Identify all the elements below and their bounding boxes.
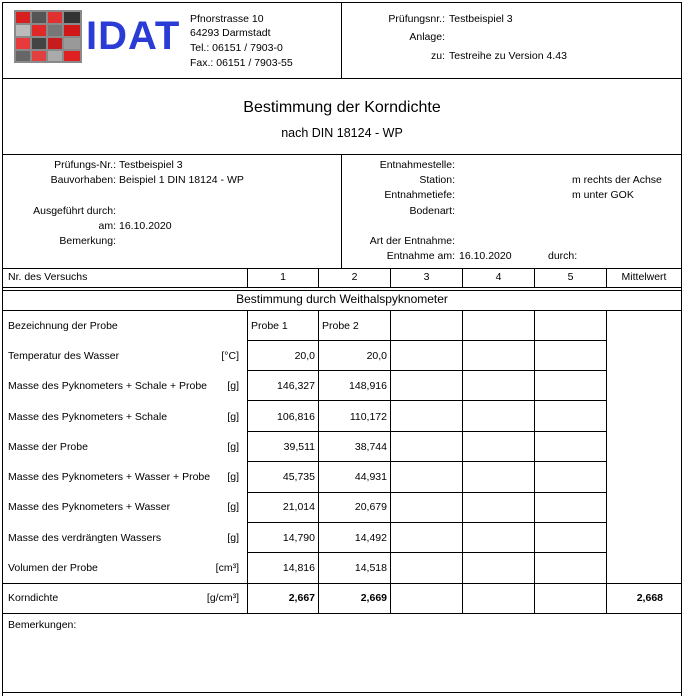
cell-v1: 106,816 [277, 411, 315, 423]
row-unit: [cm³] [215, 562, 239, 574]
anlage-label: Anlage: [409, 31, 445, 43]
logo-text: IDAT [86, 14, 181, 58]
row-label: Temperatur des Wasser [8, 350, 120, 362]
cell-v2: 148,916 [349, 380, 387, 392]
station-unit: m rechts der Achse [572, 174, 662, 186]
entnahmetiefe-unit: m unter GOK [572, 189, 634, 201]
bauvorhaben-value: Beispiel 1 DIN 18124 - WP [119, 174, 244, 186]
pruefungs-nr-value: Testbeispiel 3 [119, 159, 183, 171]
versuch-nr-label: Nr. des Versuchs [8, 271, 88, 283]
art-label: Art der Entnahme: [369, 235, 455, 247]
cell-v2: 38,744 [354, 441, 387, 453]
cell-v1: 146,327 [277, 380, 315, 392]
address-city: 64293 Darmstadt [190, 27, 271, 39]
pruefungsnr-label: Prüfungsnr.: [388, 13, 445, 25]
entnahme-am-label: Entnahme am: [386, 250, 455, 262]
bodenart-label: Bodenart: [409, 205, 455, 217]
cell-v1: 2,667 [288, 592, 315, 604]
page-subtitle: nach DIN 18124 - WP [281, 126, 403, 140]
cell-v2: 44,931 [354, 471, 387, 483]
pruefungs-nr-label: Prüfungs-Nr.: [54, 159, 116, 171]
address-phone: Tel.: 06151 / 7903-0 [190, 42, 283, 54]
row-label: Masse des Pyknometers + Wasser + Probe [8, 471, 211, 483]
row-unit: [g] [227, 532, 239, 544]
zu-label: zu: [430, 50, 445, 62]
cell-v2: 20,0 [366, 350, 387, 362]
col-header-mean: Mittelwert [621, 271, 667, 283]
row-label: Masse des Pyknometers + Wasser [8, 501, 171, 513]
remarks-label: Bemerkungen: [8, 619, 77, 631]
bauvorhaben-label: Bauvorhaben: [50, 174, 116, 186]
zu-value: Testreihe zu Version 4.43 [449, 50, 567, 62]
cell-v1: 45,735 [282, 471, 315, 483]
address-street: Pfnorstrasse 10 [190, 13, 264, 25]
cell-v1: 21,014 [282, 501, 315, 513]
row-label: Masse des verdrängten Wassers [8, 532, 162, 544]
cell-v2: 20,679 [354, 501, 387, 513]
am-label: am: [98, 220, 116, 232]
row-unit: [g] [227, 380, 239, 392]
row-label: Volumen der Probe [8, 562, 98, 574]
row-unit: [g] [227, 411, 239, 423]
cell-mean: 2,668 [636, 592, 663, 604]
col-header-5: 5 [567, 271, 574, 283]
cell-v2: Probe 2 [322, 320, 359, 332]
row-label: Masse der Probe [8, 441, 88, 453]
cell-v2: 14,492 [354, 532, 387, 544]
section-title: Bestimmung durch Weithalspyknometer [236, 292, 448, 306]
cell-v1: 20,0 [294, 350, 315, 362]
col-header-3: 3 [423, 271, 430, 283]
col-header-1: 1 [280, 271, 286, 283]
row-label: Korndichte [8, 592, 59, 604]
cell-v1: Probe 1 [251, 320, 288, 332]
row-label: Masse des Pyknometers + Schale + Probe [8, 380, 208, 392]
row-unit: [g] [227, 501, 239, 513]
entnahme-am-value: 16.10.2020 [459, 250, 512, 262]
bemerkung-label: Bemerkung: [59, 235, 116, 247]
company-logo [14, 10, 82, 63]
row-unit: [°C] [221, 350, 239, 362]
col-header-2: 2 [351, 271, 358, 283]
row-unit: [g] [227, 471, 239, 483]
ausgefuehrt-label: Ausgeführt durch: [33, 205, 116, 217]
cell-v1: 14,790 [282, 532, 315, 544]
row-unit: [g] [227, 441, 239, 453]
row-label: Masse des Pyknometers + Schale [8, 411, 168, 423]
cell-v2: 2,669 [360, 592, 387, 604]
cell-v1: 14,816 [282, 562, 315, 574]
cell-v2: 110,172 [349, 411, 387, 423]
cell-v1: 39,511 [283, 441, 315, 453]
page-title: Bestimmung der Korndichte [243, 99, 441, 116]
station-label: Station: [419, 174, 455, 186]
address-fax: Fax.: 06151 / 7903-55 [190, 57, 293, 69]
row-label: Bezeichnung der Probe [8, 320, 118, 332]
entnahmetiefe-label: Entnahmetiefe: [384, 189, 455, 201]
row-unit: [g/cm³] [206, 592, 239, 604]
cell-v2: 14,518 [354, 562, 387, 574]
durch-label: durch: [548, 250, 578, 262]
col-header-4: 4 [495, 271, 502, 283]
pruefungsnr-value: Testbeispiel 3 [449, 13, 513, 25]
am-value: 16.10.2020 [119, 220, 172, 232]
entnahmestelle-label: Entnahmestelle: [379, 159, 455, 171]
